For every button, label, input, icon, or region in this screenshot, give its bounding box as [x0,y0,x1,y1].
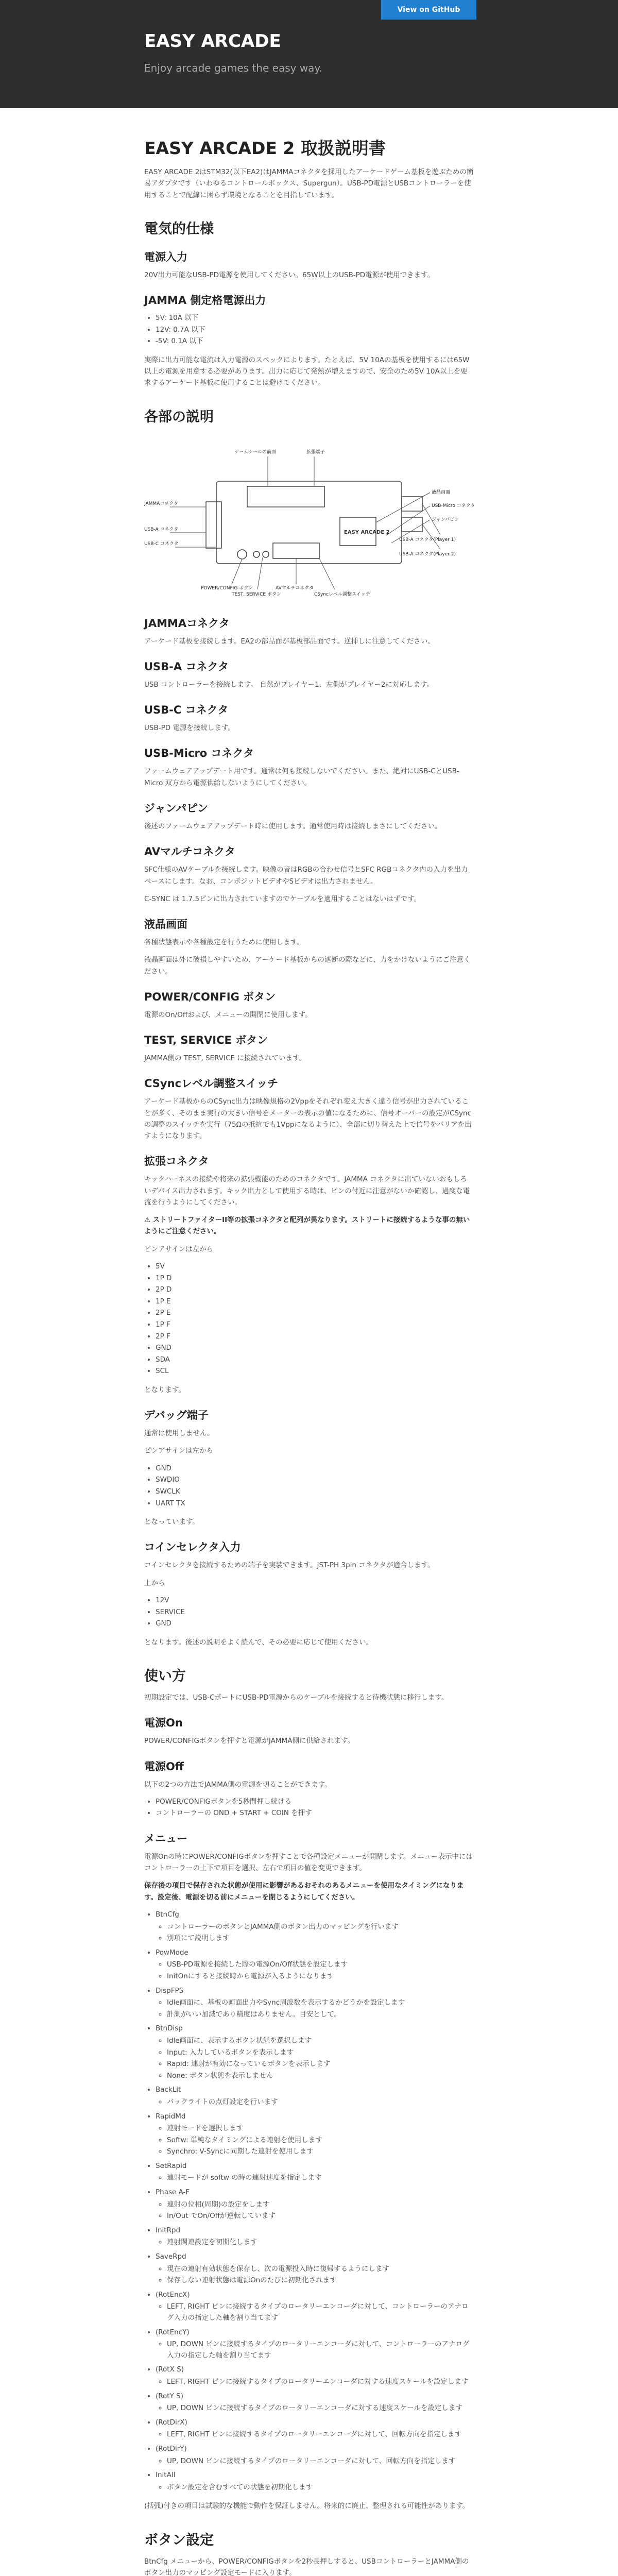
list-item: • SDA [156,1354,474,1366]
list-item: • GND [156,1463,474,1475]
av-text-2: C-SYNC は 1.7.5ピンに出力されていますのでケーブルを適用することはないはずです。 [144,894,421,903]
menu-item-detail: ◦ 保存しない連射状態は電源Onのたびに初期化されます [167,2275,474,2286]
usb-a-p2-shape [402,517,422,532]
menu-item [156,2225,474,2248]
intro-paragraph: EASY ARCADE 2はSTM32(以下EA2)はJAMMAコネクタを採用したアーケードゲーム基板を遊ぶための簡易アダプタです（いわゆるコントロールボックス、Supergun）。USB-PD電源とUSBコントローラーを使用することで配線に困らず環境となることを目指しています。 [144,168,474,199]
menu-item [156,2111,474,2158]
diagram-label-test-service: TEST, SERVICE ボタン [232,591,281,597]
diagram-label-lcd: 液晶画面 [432,489,451,495]
usb-a-text: USB コントローラーを接続します。 自然がプレイヤー1、左側がプレイヤー2に対応します。 [144,680,434,689]
coin-heading: コインセレクタ入力 [144,1541,241,1554]
list-item: • -5V: 0.1A 以下 [156,336,474,347]
diagram-label-jumper: ジャンパピン [432,517,459,522]
usage-heading: 使い方 [144,1668,186,1684]
menu-item-detail: ◦ UP, DOWN ピンに接続するタイプのロータリーエンコーダに対して、コントローラーのアナログ入力の指定した軸を割り当てます [167,2339,474,2361]
debug-pin-list [144,1463,474,1509]
menu-item-name: (RotEncY) [156,2328,190,2336]
list-item: • 5V [156,1261,474,1273]
menu-item [156,2364,474,2387]
menu-item-detail: ◦ 連射モードを選択します [167,2123,474,2134]
menu-item-details [156,2036,474,2081]
menu-item-name: Phase A-F [156,2188,190,2197]
menu-item-list [144,1909,474,2493]
jamma-output-list [144,313,474,347]
menu-item-details [156,2339,474,2361]
menu-item [156,1947,474,1982]
diagram-board-label: EASY ARCADE 2 [344,529,390,535]
menu-item [156,1986,474,2021]
power-on-heading: 電源On [144,1717,183,1730]
jamma-output-text: 実際に出力可能な電流は入力電源のスペックによります。たとえば、5V 10Aの基板を使用するには65W以上の電源を用意する必要があります。出力に応じて発熱が増えますので、安全のため5V 10A以上を要求するアーケード基板に使用することは避けてください。 [144,355,470,387]
debug-pin-intro: ピンアサインは左から [144,1447,214,1455]
power-button-text: 電源のOn/Offおよび、メニューの開閉に使用します。 [144,1010,312,1019]
diagram-label-av: AVマルチコネクタ [276,585,314,591]
jamma-edge [206,502,221,548]
jamma-output-heading: JAMMA 側定格電源出力 [144,294,266,307]
usb-micro-text: ファームウェアアップデート用です。通常は何も接続しないでください。また、絶対にUSB-CとUSB-Micro 双方から電源供給しないようにしてください。 [144,767,459,787]
diagram-label-usb-a-p2: USB-A コネクタ(Player 2) [399,551,456,557]
menu-item-name: DispFPS [156,1986,184,1995]
menu-item [156,2290,474,2324]
menu-item-detail: ◦ 計測がいい加減であり精度はありません。目安として。 [167,2009,474,2021]
usb-c-text: USB-PD 電源を接続します。 [144,724,235,733]
coin-pin-list [144,1595,474,1630]
parts-heading: 各部の説明 [144,409,214,425]
service-button-shape [263,551,269,557]
view-on-github-button[interactable]: View on GitHub [381,0,476,20]
list-item: • SCL [156,1366,474,1377]
board-diagram-svg [144,435,474,600]
power-input-heading: 電源入力 [144,250,187,263]
menu-item-name: InitRpd [156,2226,181,2234]
menu-item-detail: ◦ Softw: 単純なタイミングによる連射を使用します [167,2135,474,2146]
list-item: • 1P F [156,1319,474,1331]
menu-item-details [156,1959,474,1982]
av-heading: AVマルチコネクタ [144,845,235,858]
menu-item-name: SaveRpd [156,2252,186,2261]
menu-warning: 保存後の項目で保存された状態が使用に影響があるおそれのあるメニューを使用なタイミングになります。設定後、電源を切る前にメニューを閉じるようにしてください。 [144,1882,464,1902]
menu-item-details [156,2429,474,2441]
list-item: • 12V: 0.7A 以下 [156,325,474,336]
usb-a-p1-shape [402,497,422,511]
debug-outro: となっています。 [144,1518,199,1527]
list-item: • GND [156,1343,474,1354]
menu-item-detail: ◦ USB-PD電源を接続した際の電源On/Off状態を設定します [167,1959,474,1971]
av-text: SFC仕様のAVケーブルを接続します。映像の音はRGBの合わせ信号とSFC RGBコネクタ内の入力を出力ベースにします。なお、コンポジットビデオやSビデオは出力されません。 [144,866,468,886]
menu-item-name: PowMode [156,1948,188,1957]
power-button-shape [237,550,247,559]
diagram-label-expansion: 拡張端子 [306,449,325,455]
menu-item-detail: ◦ In/Out でOn/Offが逆転しています [167,2211,474,2222]
menu-item-detail: ◦ LEFT, RIGHT ピンに接続するタイプのロータリーエンコーダに対する速度スケールを設定します [167,2377,474,2388]
menu-item [156,2391,474,2414]
list-item: • コントローラーの OND + START + COIN を押す [156,1808,474,1819]
menu-item-name: (RotDirY) [156,2444,187,2453]
av-connector-shape [273,543,319,558]
lcd-text: 各種状態表示や各種設定を行うために使用します。 [144,938,304,947]
list-item: • 1P D [156,1273,474,1284]
diagram-label-power-config: POWER/CONFIG ボタン [201,585,253,591]
power-input-text: 20V出力可能なUSB-PD電源を使用してください。65W以上のUSB-PD電源が使用できます。 [144,270,435,279]
debug-heading: デバッグ端子 [144,1409,209,1422]
power-button-heading: POWER/CONFIG ボタン [144,990,276,1003]
menu-item-details [156,1997,474,2020]
menu-item-detail: ◦ 現在の連射有効状態を保存し、次の電源投入時に復帰するようにします [167,2264,474,2275]
test-service-heading: TEST, SERVICE ボタン [144,1034,268,1047]
menu-item-detail: ◦ 連射モードが softw の時の連射速度を指定します [167,2173,474,2184]
csync-heading: CSyncレベル調整スイッチ [144,1077,279,1090]
menu-item-detail: ◦ UP, DOWN ピンに接続するタイプのロータリーエンコーダに対して、回転方向を指定します [167,2456,474,2467]
menu-item-detail: ◦ LEFT, RIGHT ピンに接続するタイプのロータリーエンコーダに対して、コントローラーのアナログ入力の指定した軸を割り当てます [167,2301,474,2324]
menu-item [156,2187,474,2222]
menu-item [156,2417,474,2441]
list-item: • 2P E [156,1308,474,1319]
menu-item [156,2470,474,2493]
menu-text: 電源Onの時にPOWER/CONFIGボタンを押すことで各種設定メニューが開閉します。メニュー表示中にはコントローラーの上下で項目を選択、左右で項目の値を変更できます。 [144,1852,473,1873]
menu-item [156,1909,474,1944]
list-item: • POWER/CONFIGボタンを5秒間押し続ける [156,1797,474,1808]
expansion-heading: 拡張コネクタ [144,1155,209,1168]
test-service-text: JAMMA側の TEST, SERVICE に接続されています。 [144,1054,306,1063]
jamma-heading: JAMMAコネクタ [144,617,230,630]
usb-micro-heading: USB-Micro コネクタ [144,747,254,760]
expansion-warning: ⚠ ストリートファイターII等の拡張コネクタと配列が異なります。ストリートに接続するような事の無いようにご注意ください。 [144,1216,470,1236]
menu-item-details [156,2199,474,2222]
menu-item-detail: ◦ バックライトの点灯設定を行います [167,2097,474,2108]
jumper-text: 後述のファームウェアアップデート時に使用します。通常使用時は接続しまさにしてください。 [144,822,442,831]
menu-item [156,2251,474,2286]
usb-c-heading: USB-C コネクタ [144,704,229,717]
menu-item-name: RapidMd [156,2112,186,2121]
menu-item-details [156,2123,474,2158]
menu-item-detail: ◦ 別項にて説明します [167,1933,474,1944]
site-header [0,0,618,108]
menu-item-details [156,1922,474,1944]
site-tagline: Enjoy arcade games the easy way. [144,62,322,74]
menu-item-name: (RotX S) [156,2365,184,2374]
diagram-label-usb-c: USB-C コネクタ [144,541,179,547]
menu-item-details [156,2173,474,2184]
power-on-text: POWER/CONFIGボタンを押すと電源がJAMMA側に供給されます。 [144,1737,354,1745]
menu-item-detail: ◦ InitOnにすると接続時から電源が入るようになります [167,1971,474,1982]
menu-item-name: (RotEncX) [156,2290,190,2299]
diagram-label-game-sticker: ゲームシールの前面 [234,449,276,455]
diagram-label-usb-a-p1: USB-A コネクタ(Player 1) [399,537,456,543]
expansion-text: キックハーネスの接続や将来の拡張機能のためのコネクタです。JAMMA コネクタに出ていないおもしろいデバイス出力されます。キック出力として使用する時は、ピンの付近に注意がないか確認し、過度な電流を行うようにしてください。 [144,1175,470,1207]
menu-item-details [156,2237,474,2248]
menu-item-details [156,2377,474,2388]
menu-item-detail: ◦ Synchro: V-Syncに同期した連射を使用します [167,2146,474,2158]
usage-text: 初期設定では、USB-CポートにUSB-PD電源からのケーブルを接続すると待機状態に移行します。 [144,1693,449,1702]
menu-item-details [156,2403,474,2414]
coin-outro: となります。後述の説明をよく読んで、その必要に応じて使用ください。 [144,1638,373,1647]
expansion-pin-list [144,1261,474,1377]
menu-item-detail: ◦ None: ボタン状態を表示しません [167,2071,474,2082]
spec-heading: 電気的仕様 [144,221,214,237]
menu-item-details [156,2264,474,2286]
list-item: • SERVICE [156,1607,474,1618]
menu-item-detail: ◦ コントローラーのボタンとJAMMA側のボタン出力のマッピングを行います [167,1922,474,1933]
button-text-1: BtnCfg メニューから、POWER/CONFIGボタンを2秒長押しすると、USBコントローラーとJAMMA側のボタン出力のマッピング設定モードに入ります。 [144,2557,469,2576]
list-item: • 2P D [156,1284,474,1296]
menu-item [156,2444,474,2467]
menu-item-name: (RotDirX) [156,2418,187,2427]
list-item: • 1P E [156,1296,474,1308]
menu-item-detail: ◦ Idle画面に、基板の画面出力やSync周波数を表示するかどうかを設定します [167,1997,474,2009]
menu-item-detail: ◦ Input: 入力しているボタンを表示します [167,2047,474,2059]
menu-item [156,2161,474,2184]
power-off-list [144,1797,474,1819]
menu-item-name: BtnCfg [156,1910,179,1919]
menu-item-details [156,2301,474,2324]
menu-item-name: SetRapid [156,2161,187,2170]
menu-item-detail: ◦ 連射の位相(周期)の設定をします [167,2199,474,2211]
power-off-text: 以下の2つの方法でJAMMA側の電源を切ることができます。 [144,1780,332,1789]
menu-item-name: (RotY S) [156,2392,183,2400]
menu-item-details [156,2482,474,2494]
menu-item-details [156,2456,474,2467]
list-item: • 12V [156,1595,474,1606]
menu-item-name: BtnDisp [156,2024,183,2033]
list-item: • UART TX [156,1498,474,1510]
menu-item-detail: ◦ UP, DOWN ピンに接続するタイプのロータリーエンコーダに対する速度スケールを設定します [167,2403,474,2414]
menu-item-detail: ◦ 連射関連設定を初期化します [167,2237,474,2248]
list-item: • SWCLK [156,1486,474,1498]
list-item: • 5V: 10A 以下 [156,313,474,324]
menu-item [156,2327,474,2362]
menu-heading: メニュー [144,1832,187,1845]
lcd-text-2: 液晶画面は外に破損しやすいため、アーケード基板からの遮断の際などに、力をかけないようにご注意ください。 [144,956,471,976]
power-off-heading: 電源Off [144,1760,184,1773]
diagram-label-usb-a: USB-A コネクタ [144,527,179,532]
jamma-text: アーケード基板を接続します。EA2の部品面が基板部品面です。逆挿しに注意してください。 [144,637,435,646]
menu-item-detail: ◦ LEFT, RIGHT ピンに接続するタイプのロータリーエンコーダに対して、回転方向を指定します [167,2429,474,2441]
diagram-label-usb-micro: USB-Micro コネクタ [432,503,474,509]
debug-text: 通常は使用しません。 [144,1429,214,1438]
expansion-pin-intro: ピンアサインは左から [144,1245,214,1253]
diagram-label-jamma: JAMMAコネクタ [144,501,179,506]
list-item: • GND [156,1618,474,1630]
menu-item-detail: ◦ Rapid: 連射が有効になっているボタンを表示します [167,2059,474,2070]
button-settings-heading: ボタン設定 [144,2532,214,2548]
diagram-label-csync: CSyncレベル調整スイッチ [314,591,370,597]
jumper-heading: ジャンパピン [144,802,209,815]
menu-item [156,2084,474,2108]
csync-text: アーケード基板からのCSync出力は映像規格の2Vppをそれぞれ変え大きく違う信号が出力されていることが多く、そのまま実行の大きい信号をメーターの表示の値になるために、信号オーバーの設定がCSyncの調整のスイッチを実行（75Ωの抵抗でも1Vppになるように）、全部に切り替えた上で信号をバリアを出すようになります。 [144,1097,472,1141]
coin-pin-intro: 上から [144,1579,165,1587]
expansion-outro: となります。 [144,1385,185,1394]
menu-item [156,2023,474,2081]
lcd-heading: 液晶画面 [144,918,187,931]
menu-item-detail: ◦ Idle画面に、表示するボタン状態を選択します [167,2036,474,2047]
menu-item-name: BackLit [156,2086,181,2094]
coin-text: コインセレクタを接続するための端子を実装できます。JST-PH 3pin コネクタが適合します。 [144,1561,435,1570]
expansion-header-shape [247,486,324,507]
usb-a-heading: USB-A コネクタ [144,660,229,673]
menu-note: (括弧)付きの項目は試験的な機能で動作を保証しません。将来的に廃止、整理される可能性があります。 [144,2502,470,2511]
main-content [144,108,474,2576]
doc-title: EASY ARCADE 2 取扱説明書 [144,138,386,158]
list-item: • SWDIO [156,1475,474,1486]
board-diagram [144,435,474,602]
menu-item-name: InitAll [156,2471,176,2480]
test-button-shape [253,551,260,557]
menu-item-detail: ◦ ボタン設定を含むすべての状態を初期化します [167,2482,474,2494]
menu-item-details [156,2097,474,2108]
site-title[interactable]: EASY ARCADE [144,31,281,52]
list-item: • 2P F [156,1331,474,1343]
board-outline [216,481,402,564]
